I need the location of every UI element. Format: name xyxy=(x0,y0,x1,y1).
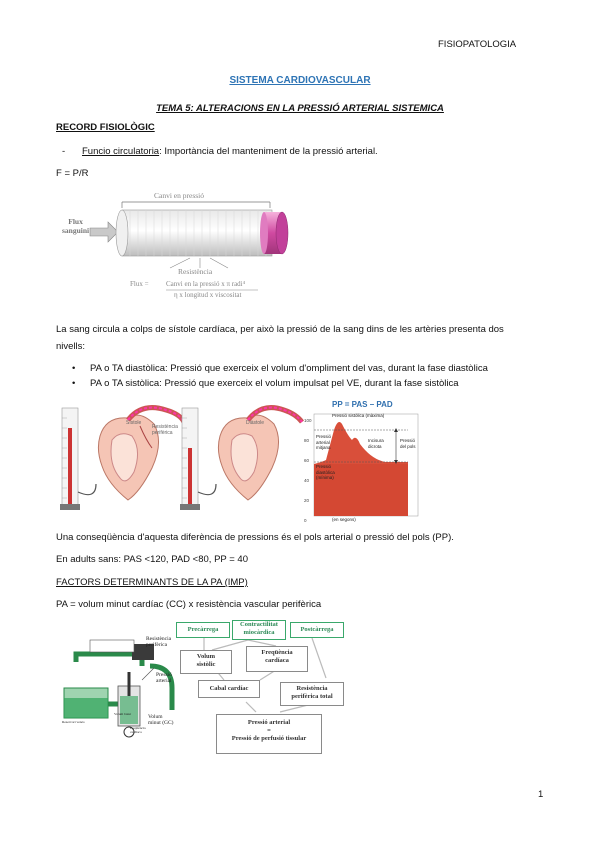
pressure-figure xyxy=(56,400,426,526)
blood-flow-label xyxy=(62,217,89,235)
notch-1: Incisura xyxy=(368,438,384,443)
hr-1: Freqüència xyxy=(261,649,293,656)
diastole-label: Diàstole xyxy=(246,420,265,426)
stroke-volume-box xyxy=(180,650,232,674)
pulse-1: Pressió xyxy=(400,438,416,443)
bullet-marker-1: • xyxy=(72,363,76,374)
y-tick-40: 40 xyxy=(304,478,310,483)
pump-reservoir-label: Reservori venós xyxy=(62,720,85,724)
formula-numerator: Canvi en la pressió x π radi⁴ xyxy=(166,280,246,288)
section-heading-determinants: FACTORS DETERMINANTS DE LA PA (IMP) xyxy=(56,577,248,588)
para-blood-levels-1: La sang circula a colps de sístole cardíaca, per això la pressió de la sang dins de les artèries presenta dos xyxy=(56,324,504,335)
dia-2: diastòlica xyxy=(316,469,335,475)
pump-pa-1: Pressió xyxy=(156,672,172,678)
blood-flow-label-1: Flux xyxy=(68,217,83,226)
pulse-2: del pols xyxy=(400,443,416,449)
pump-minute-1: Volum xyxy=(148,714,163,720)
mean-pressure-annotation xyxy=(316,434,331,451)
dia-3: (mínima) xyxy=(316,475,334,480)
pump-frequency-label xyxy=(130,726,146,734)
preload-box: Precàrrega xyxy=(176,622,230,638)
res-2: perifèrica total xyxy=(291,693,333,700)
pump-res-2: perifèrica xyxy=(146,642,168,648)
circulatory-function-line xyxy=(82,145,378,158)
pressure-figure-svg xyxy=(56,400,426,526)
x-axis-label: (en segons) xyxy=(332,517,356,522)
y-axis-ticks xyxy=(304,411,312,531)
circulatory-function-term: Funcio circulatoria xyxy=(82,146,160,157)
bullet-marker-2: • xyxy=(72,378,76,389)
pa-box-1: Pressió arterial xyxy=(247,719,291,726)
page-title: SISTEMA CARDIOVASCULAR xyxy=(229,75,371,86)
para-blood-levels-2: nivells: xyxy=(56,341,86,352)
bullet-diastolic: PA o TA diastòlica: Pressió que exerceix el volum d'ompliment del vas, durant la fase diastòlica xyxy=(90,363,488,374)
peripheral-resistance-label: Resistència perifèrica xyxy=(152,424,178,436)
dash-bullet: - xyxy=(62,146,66,157)
arterial-pressure-box xyxy=(216,714,322,754)
subtitle-text: TEMA 5: ALTERACIONS EN LA PRESSIÓ ARTERIAL SISTEMICA xyxy=(156,103,444,114)
diastolic-annotation xyxy=(316,464,335,481)
pump-resistance-label xyxy=(146,636,171,648)
page-number: 1 xyxy=(538,789,544,800)
determinants-diagram xyxy=(176,618,356,758)
pulse-pressure-annotation xyxy=(400,438,416,449)
subtitle xyxy=(0,98,600,116)
flow-figure xyxy=(60,188,300,300)
mean-3: mitjana xyxy=(316,445,331,450)
contractility-2: miocàrdica xyxy=(243,629,275,636)
dicrotic-notch-annotation xyxy=(368,438,384,449)
systole-label: Sístole xyxy=(126,420,142,426)
y-tick-0: 0 xyxy=(304,518,307,523)
y-tick-80: 80 xyxy=(304,438,310,443)
para-pulse-pressure: Una conseqüència d'aquesta diferència de pressions és el pols arterial o pressió del pols (PP). xyxy=(56,532,454,543)
pump-freq-2: cardíaca xyxy=(130,730,142,734)
formula-lhs: Flux = xyxy=(130,280,149,288)
afterload-box: Postcàrrega xyxy=(290,622,344,638)
bullet-systolic: PA o TA sistòlica: Pressió que exerceix el volum impulsat pel VE, durant la fase sistòlica xyxy=(90,378,459,389)
pa-box-3: Pressió de perfusió tissular xyxy=(231,735,307,742)
pump-stroke-label: Volum batut xyxy=(114,712,132,716)
contractility-1: Contractilitat xyxy=(240,621,278,628)
cardiac-output-box: Cabal cardíac xyxy=(198,680,260,698)
y-tick-20: 20 xyxy=(304,498,310,503)
hr-2: cardíaca xyxy=(265,657,289,664)
y-tick-60: 60 xyxy=(304,458,310,463)
course-header: FISIOPATOLOGIA xyxy=(438,39,517,50)
pump-freq-1: Freqüència xyxy=(130,726,146,730)
formula-flow: F = P/R xyxy=(56,168,89,179)
pump-res-1: Resistència xyxy=(146,636,172,642)
pump-pressure-label xyxy=(156,672,172,684)
mean-2: arterial xyxy=(316,439,330,445)
pump-model-figure xyxy=(60,632,188,740)
section-heading-physiology: RECORD FISIOLÒGIC xyxy=(56,122,155,133)
res-1: Resistència xyxy=(296,685,328,692)
pressure-change-label: Canvi en pressió xyxy=(154,191,204,200)
stroke-2: sistòlic xyxy=(196,661,216,668)
contractility-box xyxy=(232,620,286,640)
blood-flow-label-2: sanguini xyxy=(62,226,90,235)
circulatory-function-text: : Importància del manteniment de la pressió arterial. xyxy=(159,146,378,157)
notch-2: dicrota xyxy=(368,443,382,449)
pump-minute-2: minut (GC) xyxy=(148,720,174,726)
para-healthy-adults: En adults sans: PAS <120, PAD <80, PP = 40 xyxy=(56,554,248,565)
y-tick-100: 100 xyxy=(304,418,312,423)
flow-arrow-icon xyxy=(90,222,118,242)
pulse-pressure-formula: PP = PAS – PAD xyxy=(332,400,393,409)
resistance-label: Resistència xyxy=(178,267,213,276)
heart-rate-box xyxy=(246,646,308,672)
stroke-1: Volum xyxy=(196,653,216,660)
pump-minute-label xyxy=(148,714,174,726)
formula-pa: PA = volum minut cardíac (CC) x resistència vascular perifèrica xyxy=(56,599,322,610)
dia-1: Pressió xyxy=(316,464,332,469)
formula-denominator: η x longitud x viscositat xyxy=(174,291,242,299)
mean-1: Pressió xyxy=(316,434,332,439)
total-resistance-box xyxy=(280,682,344,706)
pa-box-2: = xyxy=(267,727,271,734)
systolic-annotation: Pressió sistòlica (màxima) xyxy=(332,413,385,418)
pump-pa-2: arterial xyxy=(156,678,172,684)
